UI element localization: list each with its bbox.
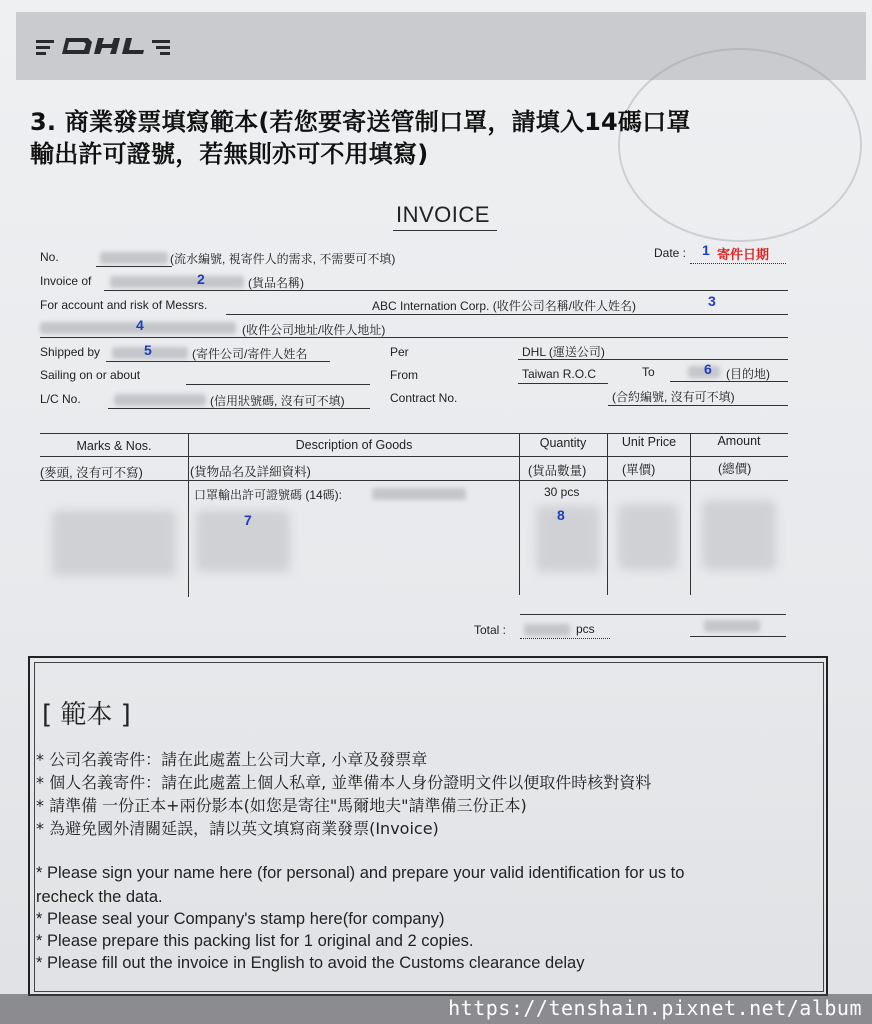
page-title (30, 106, 830, 170)
per-line (518, 359, 788, 360)
no-label: No. (40, 250, 59, 264)
note-zh-2: * 個人名義寄件：請在此處蓋上個人私章, 並準備本人身份證明文件以便取件時核對資料 (36, 773, 652, 792)
quantity-redacted (536, 506, 600, 572)
from-value: Taiwan R.O.C (522, 367, 597, 381)
note-en-4: * Please prepare this packing list for 1 original and 2 copies. (36, 932, 474, 950)
marks-redacted (52, 510, 176, 576)
marker-6: 6 (704, 361, 712, 377)
contract-label: Contract No. (390, 391, 458, 405)
note-en-2: recheck the data. (36, 888, 163, 906)
per-value: DHL (運送公司) (522, 345, 605, 359)
account-label: For account and risk of Messrs. (40, 298, 208, 312)
subheader-marks: (麥頭, 沒有可不寫) (40, 466, 143, 480)
total-unit: pcs (576, 622, 595, 636)
date-value: 寄件日期 (717, 247, 770, 262)
unit-price-redacted (618, 504, 678, 570)
subheader-quantity: (貨品數量) (528, 464, 587, 478)
quantity-value: 30 pcs (544, 485, 580, 499)
marker-1: 1 (702, 242, 710, 258)
marker-7: 7 (244, 512, 252, 528)
note-zh-1: * 公司名義寄件：請在此處蓋上公司大章, 小章及發票章 (36, 750, 428, 769)
no-note: (流水編號, 視寄件人的需求, 不需要可不填) (170, 252, 396, 266)
note-en-3: * Please seal your Company's stamp here(for company) (36, 910, 445, 928)
lc-line (108, 408, 370, 409)
watermark-url: https://tenshain.pixnet.net/album (448, 996, 862, 1020)
subheader-description: (貨物品名及詳細資料) (190, 465, 311, 479)
table-header-line (40, 456, 788, 457)
shipped-by-note: (寄件公司/寄件人姓名 (192, 347, 308, 361)
title-line-2: 輸出許可證號，若無則亦可不用填寫) (30, 140, 429, 168)
amount-redacted (702, 500, 776, 570)
table-col-divider-3 (607, 433, 608, 595)
marker-8: 8 (557, 507, 565, 523)
total-amount-line (690, 636, 786, 637)
to-line (670, 381, 788, 382)
header-quantity: Quantity (539, 436, 587, 450)
table-col-divider-4 (690, 433, 691, 595)
address-note: (收件公司地址/收件人地址) (242, 323, 386, 337)
lc-note: (信用狀號碼, 沒有可不填) (210, 394, 345, 408)
subheader-unit-price: (單價) (622, 463, 656, 477)
to-label: To (642, 365, 655, 379)
permit-redacted (372, 488, 466, 500)
header-unit-price: Unit Price (621, 435, 677, 449)
from-label: From (390, 368, 418, 382)
note-en-1: * Please sign your name here (for personal) and prepare your valid identification for us to (36, 864, 685, 882)
total-qty-redacted (524, 624, 570, 636)
date-line (690, 263, 786, 264)
account-line (226, 314, 788, 315)
marker-4: 4 (136, 317, 144, 333)
date-label: Date : (654, 246, 687, 260)
marker-2: 2 (197, 271, 205, 287)
invoice-heading: INVOICE (396, 202, 490, 227)
contract-line (608, 405, 788, 406)
address-line (40, 337, 788, 338)
marker-5: 5 (144, 342, 152, 358)
shipped-by-label: Shipped by (40, 345, 101, 359)
dhl-logo (36, 34, 170, 60)
no-line (96, 266, 172, 267)
note-zh-3: * 請準備 一份正本+兩份影本(如您是寄往"馬爾地夫"請準備三份正本) (36, 796, 527, 815)
description-redacted (196, 510, 290, 572)
invoice-of-label: Invoice of (40, 274, 92, 288)
sample-title: [ 範本 ] (42, 700, 131, 730)
table-col-divider-2 (519, 433, 520, 595)
invoice-of-redacted (110, 276, 244, 288)
total-top-line (520, 614, 786, 615)
to-note: (目的地) (726, 367, 770, 381)
lc-redacted (114, 394, 206, 406)
consignee-value: ABC Internation Corp. (收件公司名稱/收件人姓名) (372, 299, 637, 313)
permit-label: 口罩輸出許可證號碼 (14碼): (194, 488, 343, 502)
contract-note: (合約編號, 沒有可不填) (612, 390, 735, 404)
per-label: Per (390, 345, 409, 359)
shipped-by-line (106, 361, 330, 362)
total-qty-line (520, 638, 610, 639)
lc-label: L/C No. (40, 392, 81, 406)
header-marks: Marks & Nos. (76, 439, 152, 453)
title-line-1: 3. 商業發票填寫範本(若您要寄送管制口罩，請填入14碼口罩 (30, 108, 691, 136)
invoice-of-line (104, 290, 788, 291)
no-redacted (100, 252, 168, 264)
total-amount-redacted (704, 620, 760, 632)
header-amount: Amount (717, 434, 761, 448)
sailing-line (186, 384, 370, 385)
sailing-label: Sailing on or about (40, 368, 141, 382)
header-description: Description of Goods (295, 438, 413, 452)
from-line (518, 383, 608, 384)
table-col-divider-1 (188, 433, 189, 597)
marker-3: 3 (708, 293, 716, 309)
note-zh-4: * 為避免國外清關延誤，請以英文填寫商業發票(Invoice) (36, 819, 439, 838)
invoice-of-note: (貨品名稱) (248, 276, 304, 290)
note-en-5: * Please fill out the invoice in English to avoid the Customs clearance delay (36, 954, 585, 972)
total-label: Total : (474, 623, 507, 637)
subheader-amount: (總價) (718, 462, 752, 476)
invoice-heading-underline (393, 230, 497, 231)
table-top-line (40, 433, 788, 434)
